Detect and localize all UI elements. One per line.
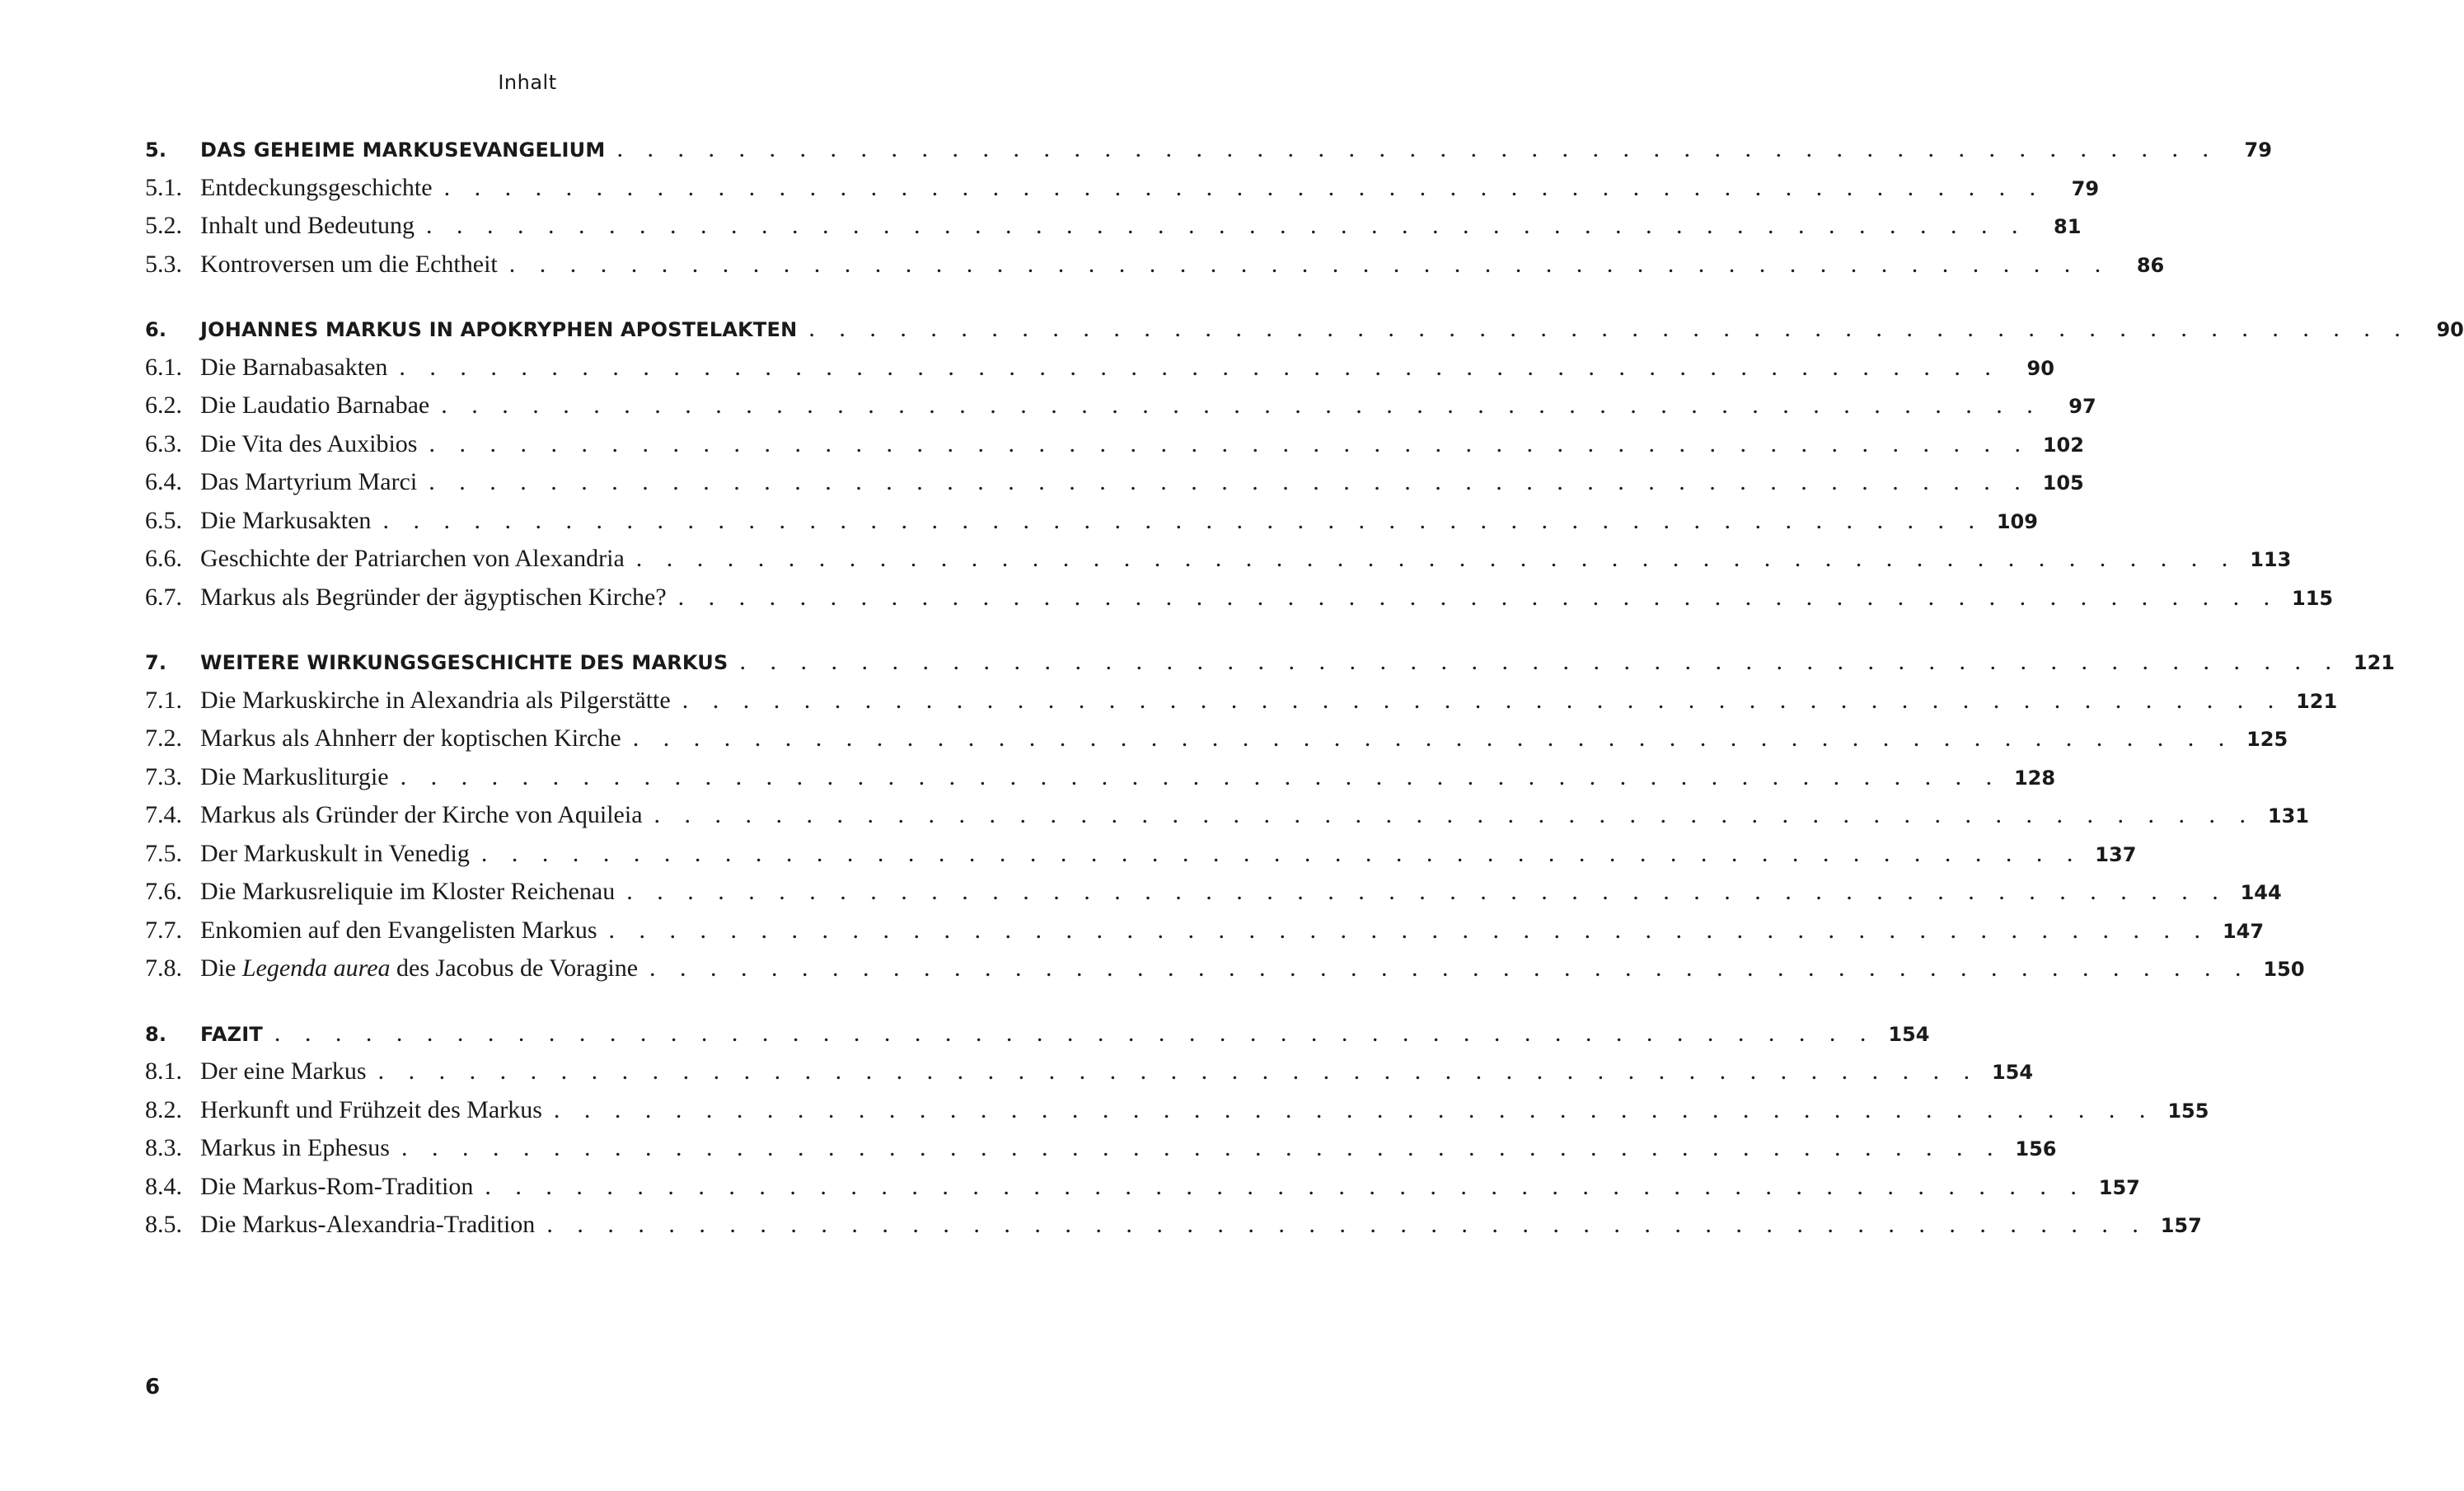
entry-title-post: des Jacobus de Voragine <box>390 954 639 982</box>
entry-title: Die Markusreliquie im Kloster Reichenau <box>200 878 616 905</box>
entry-number: 6.1. <box>145 353 182 381</box>
page-number: 156 <box>2015 1137 2057 1160</box>
toc-entry-row[interactable] <box>145 246 2165 284</box>
entry-title: Markus als Begründer der ägyptischen Kirche? <box>200 583 667 611</box>
toc-entry-row[interactable] <box>145 873 2282 912</box>
page-number: 155 <box>2167 1099 2209 1123</box>
toc-chapter-row[interactable] <box>145 130 2272 169</box>
dot-leader: . . . . . . . . . . . . . . . . . . . . . . . . . . . . . . . . . . . . . . . . . . . . . . . . . . . . . <box>546 1211 2148 1238</box>
entry-number: 8.3. <box>145 1134 182 1161</box>
toc-entry-row[interactable] <box>145 502 2038 541</box>
dot-leader: . . . . . . . . . . . . . . . . . . . . . . . . . . . . . . . . . . . . . . . . . . . . . . . . . . . . . <box>608 916 2210 944</box>
dot-leader: . . . . . . . . . . . . . . . . . . . . . . . . . . . . . . . . . . . . . . . . . . . . . . . . . . . . . <box>635 545 2237 572</box>
toc-entry-row[interactable] <box>145 169 2100 208</box>
toc-entry-row[interactable] <box>145 758 2056 797</box>
entry-number: 8.5. <box>145 1211 182 1238</box>
chapter-number: 6. <box>145 318 167 341</box>
dot-leader: . . . . . . . . . . . . . . . . . . . . . . . . . . . . . . . . . . . . . . . . . . . . . . . . . . . . . <box>739 648 2340 675</box>
dot-leader: . . . . . . . . . . . . . . . . . . . . . . . . . . . . . . . . . . . . . . . . . . . . . . . . . . . . . <box>441 392 2042 419</box>
page-number: 137 <box>2095 842 2137 866</box>
entry-title: Die Laudatio Barnabae <box>200 392 430 419</box>
page-number: 121 <box>2296 689 2338 713</box>
toc-entry-row[interactable] <box>145 1206 2202 1245</box>
chapter-number: 5. <box>145 138 167 162</box>
entry-number: 5.3. <box>145 250 182 278</box>
entry-title: Herkunft und Frühzeit des Markus <box>200 1095 542 1123</box>
entry-number: 6.6. <box>145 545 182 572</box>
dot-leader: . . . . . . . . . . . . . . . . . . . . . . . . . . . . . . . . . . . . . . . . . . . . . . . . . . . . . <box>401 1134 2003 1161</box>
toc-chapter-row[interactable] <box>145 310 2464 349</box>
page-number: 157 <box>2098 1175 2140 1199</box>
entry-title: Der eine Markus <box>200 1057 367 1085</box>
dot-leader: . . . . . . . . . . . . . . . . . . . . . . . . . . . . . . . . . . . . . . . . . . . . . . . . . . . . . <box>425 212 2027 239</box>
page-number: 105 <box>2042 471 2084 495</box>
entry-title: Die Barnabasakten <box>200 353 388 381</box>
chapter-title: FAZIT <box>200 1022 263 1046</box>
dot-leader: . . . . . . . . . . . . . . . . . . . . . . . . . . . . . . . . . . . . . . . . . . . . . . . . . . . . . <box>808 315 2410 342</box>
entry-title: Inhalt und Bedeutung <box>200 212 415 239</box>
entry-title: Der Markuskult in Venedig <box>200 839 470 867</box>
entry-number: 7.8. <box>145 954 182 982</box>
page-number: 109 <box>1996 509 2038 533</box>
toc-entry-row[interactable] <box>145 207 2082 246</box>
toc-entry-row[interactable] <box>145 463 2084 502</box>
dot-leader: . . . . . . . . . . . . . . . . . . . . . . . . . . . . . . . . . . . . . . . . . . . . . . . . . . . . . <box>649 954 2251 982</box>
entry-title: Die Markusakten <box>200 506 372 534</box>
page-number: 121 <box>2353 651 2395 674</box>
dot-leader: . . . . . . . . . . . . . . . . . . . . . . . . . . . . . . . . . . . . . . . . . . . . . . . . . . . . . <box>429 429 2030 457</box>
entry-title: Die Markusliturgie <box>200 762 389 790</box>
page-number: 115 <box>2292 586 2334 610</box>
entry-title: Die Markuskirche in Alexandria als Pilgerstätte <box>200 686 671 714</box>
entry-number: 7.4. <box>145 801 182 828</box>
chapter-title: DAS GEHEIME MARKUSEVANGELIUM <box>200 138 606 162</box>
dot-leader: . . . . . . . . . . . . . . . . . . . . . . . . . . . . . . . . . . . . . . . . . . . . . . . . . . . . . <box>443 173 2045 201</box>
toc-entry-row[interactable] <box>145 1168 2140 1207</box>
toc-entry-row[interactable] <box>145 720 2288 758</box>
toc-entry-row[interactable] <box>145 387 2096 425</box>
page-number: 90 <box>2026 356 2054 380</box>
page-number: 131 <box>2267 804 2310 828</box>
entry-title: Das Martyrium Marci <box>200 468 418 495</box>
page-number: 81 <box>2054 215 2082 238</box>
dot-leader: . . . . . . . . . . . . . . . . . . . . . . . . . . . . . . . . . . . . . . . . . . . . . . . . . . . . . <box>632 724 2234 752</box>
entry-number: 8.1. <box>145 1057 182 1085</box>
entry-number: 8.4. <box>145 1172 182 1200</box>
entry-number: 7.3. <box>145 762 182 790</box>
dot-leader: . . . . . . . . . . . . . . . . . . . . . . . . . . . . . . . . . . . . . . . . . . . . . . . . . . . . . <box>653 801 2256 828</box>
entry-title <box>200 949 638 988</box>
dot-leader: . . . . . . . . . . . . . . . . . . . . . . . . . . . . . . . . . . . . . . . . . . . . . . . . . . . . . <box>377 1057 1979 1085</box>
toc-entry-row[interactable] <box>145 1129 2057 1168</box>
running-head: Inhalt <box>498 71 557 94</box>
entry-number: 7.6. <box>145 878 182 905</box>
page-number: 125 <box>2246 728 2288 751</box>
dot-leader: . . . . . . . . . . . . . . . . . . . . . . . . . . . . . . . . . . . . . . . . . . . . . . . . . . . . . <box>382 506 1984 534</box>
page-number: 90 <box>2436 318 2464 341</box>
entry-title: Enkomien auf den Evangelisten Markus <box>200 916 597 944</box>
entry-title: Entdeckungsgeschichte <box>200 173 433 201</box>
toc-chapter-row[interactable] <box>145 1015 1930 1053</box>
page-number: 113 <box>2250 548 2292 571</box>
folio-page-number: 6 <box>145 1375 161 1400</box>
entry-number: 6.5. <box>145 506 182 534</box>
page-number: 79 <box>2244 138 2272 162</box>
entry-number: 7.2. <box>145 724 182 752</box>
chapter-title: WEITERE WIRKUNGSGESCHICHTE DES MARKUS <box>200 651 728 674</box>
page-number: 97 <box>2068 395 2096 418</box>
toc-entry-row[interactable] <box>145 425 2084 464</box>
toc-entry-row[interactable] <box>145 949 2305 988</box>
page-number: 157 <box>2160 1214 2202 1237</box>
chapter-number: 7. <box>145 651 167 674</box>
entry-title-italic: Legenda aurea <box>241 954 391 982</box>
entry-title-pre: Die <box>200 954 242 982</box>
entry-title: Markus als Gründer der Kirche von Aquileia <box>200 801 643 828</box>
dot-leader: . . . . . . . . . . . . . . . . . . . . . . . . . . . . . . . . . . . . . . . . . . . . . . . . . . . . . <box>682 686 2284 714</box>
entry-title: Die Markus-Rom-Tradition <box>200 1172 474 1200</box>
toc-entry-row[interactable] <box>145 349 2054 387</box>
page-number: 154 <box>1991 1061 2034 1084</box>
page-number: 79 <box>2071 176 2100 200</box>
entry-title: Markus in Ephesus <box>200 1134 390 1161</box>
toc-section-5 <box>145 130 2272 284</box>
toc-entry-row[interactable] <box>145 540 2292 579</box>
toc-entry-row[interactable] <box>145 835 2137 874</box>
entry-title: Die Markus-Alexandria-Tradition <box>200 1211 536 1238</box>
toc-entry-row[interactable] <box>145 796 2310 835</box>
dot-leader: . . . . . . . . . . . . . . . . . . . . . . . . . . . . . . . . . . . . . . . . . . . . . . . . . . . . . <box>429 468 2030 495</box>
entry-title: Die Vita des Auxibios <box>200 429 418 457</box>
page-number: 86 <box>2136 253 2165 277</box>
toc-section-7 <box>145 643 2395 988</box>
page-number: 144 <box>2240 881 2282 904</box>
toc-entry-row[interactable] <box>145 1091 2209 1130</box>
dot-leader: . . . . . . . . . . . . . . . . . . . . . . . . . . . . . . . . . . . . . . . . . . . . . . . . . . . . . <box>485 1172 2086 1200</box>
dot-leader: . . . . . . . . . . . . . . . . . . . . . . . . . . . . . . . . . . . . . . . . . . . . . . . . . . . . . <box>616 135 2218 162</box>
dot-leader: . . . . . . . . . . . . . . . . . . . . . . . . . . . . . . . . . . . . . . . . . . . . . . . . . . . . . <box>399 353 2000 381</box>
table-of-contents <box>145 130 2464 1271</box>
entry-number: 6.2. <box>145 392 182 419</box>
dot-leader: . . . . . . . . . . . . . . . . . . . . . . . . . . . . . . . . . . . . . . . . . . . . . . . . . . . . . <box>274 1019 1876 1047</box>
toc-entry-row[interactable] <box>145 912 2265 950</box>
dot-leader: . . . . . . . . . . . . . . . . . . . . . . . . . . . . . . . . . . . . . . . . . . . . . . . . . . . . . <box>480 839 2082 867</box>
dot-leader: . . . . . . . . . . . . . . . . . . . . . . . . . . . . . . . . . . . . . . . . . . . . . . . . . . . . . <box>400 762 2002 790</box>
toc-chapter-row[interactable] <box>145 643 2395 682</box>
entry-number: 6.7. <box>145 583 182 611</box>
entry-number: 6.3. <box>145 429 182 457</box>
toc-section-6 <box>145 310 2464 617</box>
dot-leader: . . . . . . . . . . . . . . . . . . . . . . . . . . . . . . . . . . . . . . . . . . . . . . . . . . . . . <box>677 583 2279 611</box>
entry-number: 7.5. <box>145 839 182 867</box>
chapter-title: JOHANNES MARKUS IN APOKRYPHEN APOSTELAKTEN <box>200 318 798 341</box>
page-number: 102 <box>2042 433 2084 457</box>
chapter-number: 8. <box>145 1022 167 1046</box>
entry-number: 5.1. <box>145 173 182 201</box>
toc-entry-row[interactable] <box>145 1053 2034 1091</box>
entry-number: 7.1. <box>145 686 182 714</box>
entry-number: 7.7. <box>145 916 182 944</box>
page-number: 154 <box>1888 1022 1930 1046</box>
entry-number: 8.2. <box>145 1095 182 1123</box>
toc-entry-row[interactable] <box>145 682 2338 720</box>
dot-leader: . . . . . . . . . . . . . . . . . . . . . . . . . . . . . . . . . . . . . . . . . . . . . . . . . . . . . <box>626 878 2227 905</box>
entry-title: Kontroversen um die Echtheit <box>200 250 498 278</box>
page-number: 147 <box>2222 919 2265 943</box>
entry-number: 6.4. <box>145 468 182 495</box>
dot-leader: . . . . . . . . . . . . . . . . . . . . . . . . . . . . . . . . . . . . . . . . . . . . . . . . . . . . . <box>553 1095 2155 1123</box>
page-number: 150 <box>2263 958 2305 981</box>
entry-title: Markus als Ahnherr der koptischen Kirche <box>200 724 621 752</box>
toc-entry-row[interactable] <box>145 579 2334 617</box>
dot-leader: . . . . . . . . . . . . . . . . . . . . . . . . . . . . . . . . . . . . . . . . . . . . . . . . . . . . . <box>508 250 2110 278</box>
entry-number: 5.2. <box>145 212 182 239</box>
page-number: 128 <box>2013 766 2056 790</box>
entry-title: Geschichte der Patriarchen von Alexandria <box>200 545 625 572</box>
toc-section-8 <box>145 1015 2209 1245</box>
